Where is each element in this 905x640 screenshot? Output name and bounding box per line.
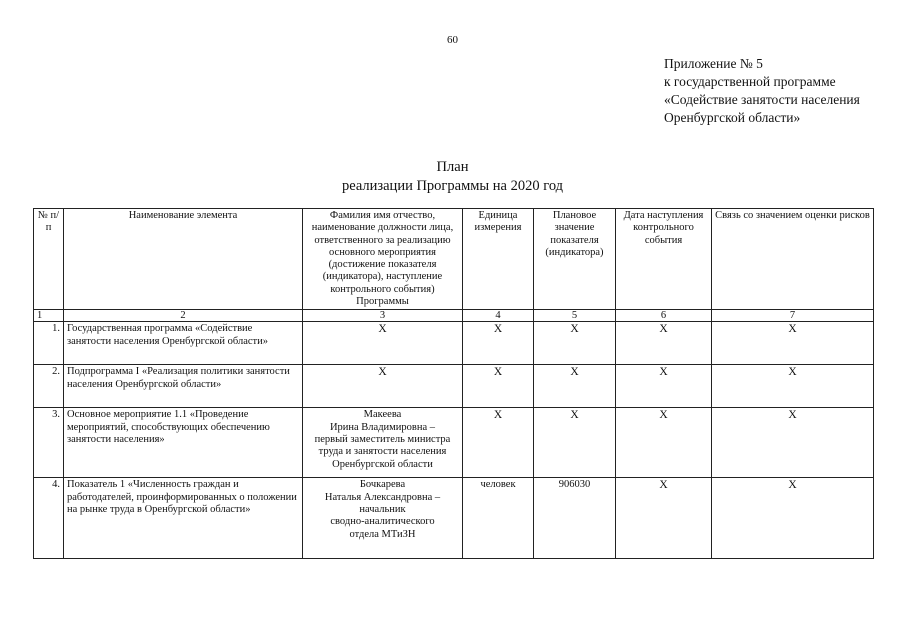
responsible-line: X <box>378 323 387 336</box>
header-cell-responsible: Фамилия имя отчество, наименование должности лица, ответственного за реализацию основного мероприятия (достижение показателя (индикатора), наступление контрольного события) Программы <box>303 209 463 310</box>
risk-cell: X <box>712 478 874 559</box>
header-cell-date: Дата наступления контрольного события <box>616 209 712 310</box>
responsible-line: Макеева <box>363 409 402 421</box>
responsible-line: начальник <box>359 503 406 515</box>
column-number-cell: 4 <box>463 310 534 322</box>
element-name: Подпрограмма I «Реализация политики занятости населения Оренбургской области» <box>64 365 303 408</box>
annex-line: Оренбургской области» <box>664 110 801 125</box>
date-cell: X <box>616 408 712 478</box>
column-number-cell: 2 <box>64 310 303 322</box>
responsible-line: сводно-аналитического <box>330 516 435 528</box>
plan-value-cell: 906030 <box>534 478 616 559</box>
risk-cell: X <box>712 408 874 478</box>
unit-cell: X <box>463 365 534 408</box>
title-line-2: реализации Программы на 2020 год <box>341 178 564 194</box>
unit-cell: X <box>463 322 534 365</box>
annex-line: «Содействие занятости населения <box>664 92 860 107</box>
date-cell: X <box>616 478 712 559</box>
table-row <box>34 478 874 559</box>
responsible-line: X <box>378 366 387 379</box>
plan-table <box>33 208 874 559</box>
unit-cell: человек <box>463 478 534 559</box>
element-name: Показатель 1 «Численность граждан и работодателей, проинформированных о положении на рынке труда в Оренбургской области» <box>64 478 303 559</box>
annex-line: к государственной программе <box>664 74 836 89</box>
responsible-line: Бочкарева <box>359 479 406 491</box>
plan-value-cell: X <box>534 365 616 408</box>
page-number: 60 <box>447 34 458 46</box>
date-cell: X <box>616 322 712 365</box>
responsible-line: первый заместитель министра <box>314 433 451 445</box>
risk-cell: X <box>712 365 874 408</box>
risk-cell: X <box>712 322 874 365</box>
header-cell-name: Наименование элемента <box>64 209 303 310</box>
header-cell-plan-value: Плановое значение показателя (индикатора) <box>534 209 616 310</box>
element-name: Государственная программа «Содействие занятости населения Оренбургской области» <box>64 322 303 365</box>
row-number: 3. <box>34 408 64 478</box>
header-row <box>34 209 874 310</box>
title-line-1: План <box>436 159 469 175</box>
responsible-line: Оренбургской области <box>332 458 433 470</box>
row-number: 1. <box>34 322 64 365</box>
column-number-cell: 3 <box>303 310 463 322</box>
row-number: 4. <box>34 478 64 559</box>
header-cell-unit: Единица измерения <box>463 209 534 310</box>
responsible-person <box>303 408 463 478</box>
header-cell-number: № п/п <box>34 209 64 310</box>
unit-cell: X <box>463 408 534 478</box>
plan-value-cell: X <box>534 408 616 478</box>
responsible-person <box>303 365 463 408</box>
column-number-cell: 7 <box>712 310 874 322</box>
document-title <box>0 158 905 196</box>
column-number-row <box>34 310 874 322</box>
responsible-person <box>303 322 463 365</box>
responsible-line: отдела МТиЗН <box>349 528 416 540</box>
column-number-cell: 6 <box>616 310 712 322</box>
column-number-cell: 5 <box>534 310 616 322</box>
responsible-line: труда и занятости населения <box>318 446 447 458</box>
element-name: Основное мероприятие 1.1 «Проведение мероприятий, способствующих обеспечению занятости населения» <box>64 408 303 478</box>
date-cell: X <box>616 365 712 408</box>
responsible-person <box>303 478 463 559</box>
column-number-cell: 1 <box>34 310 64 322</box>
row-number: 2. <box>34 365 64 408</box>
annex-line: Приложение № 5 <box>664 56 763 71</box>
table-row <box>34 322 874 365</box>
responsible-line: Ирина Владимировна – <box>329 421 436 433</box>
table-row <box>34 408 874 478</box>
annex-block <box>664 55 860 127</box>
responsible-line: Наталья Александровна – <box>324 491 441 503</box>
plan-value-cell: X <box>534 322 616 365</box>
table-row <box>34 365 874 408</box>
header-cell-risk: Связь со значением оценки рисков <box>712 209 874 310</box>
